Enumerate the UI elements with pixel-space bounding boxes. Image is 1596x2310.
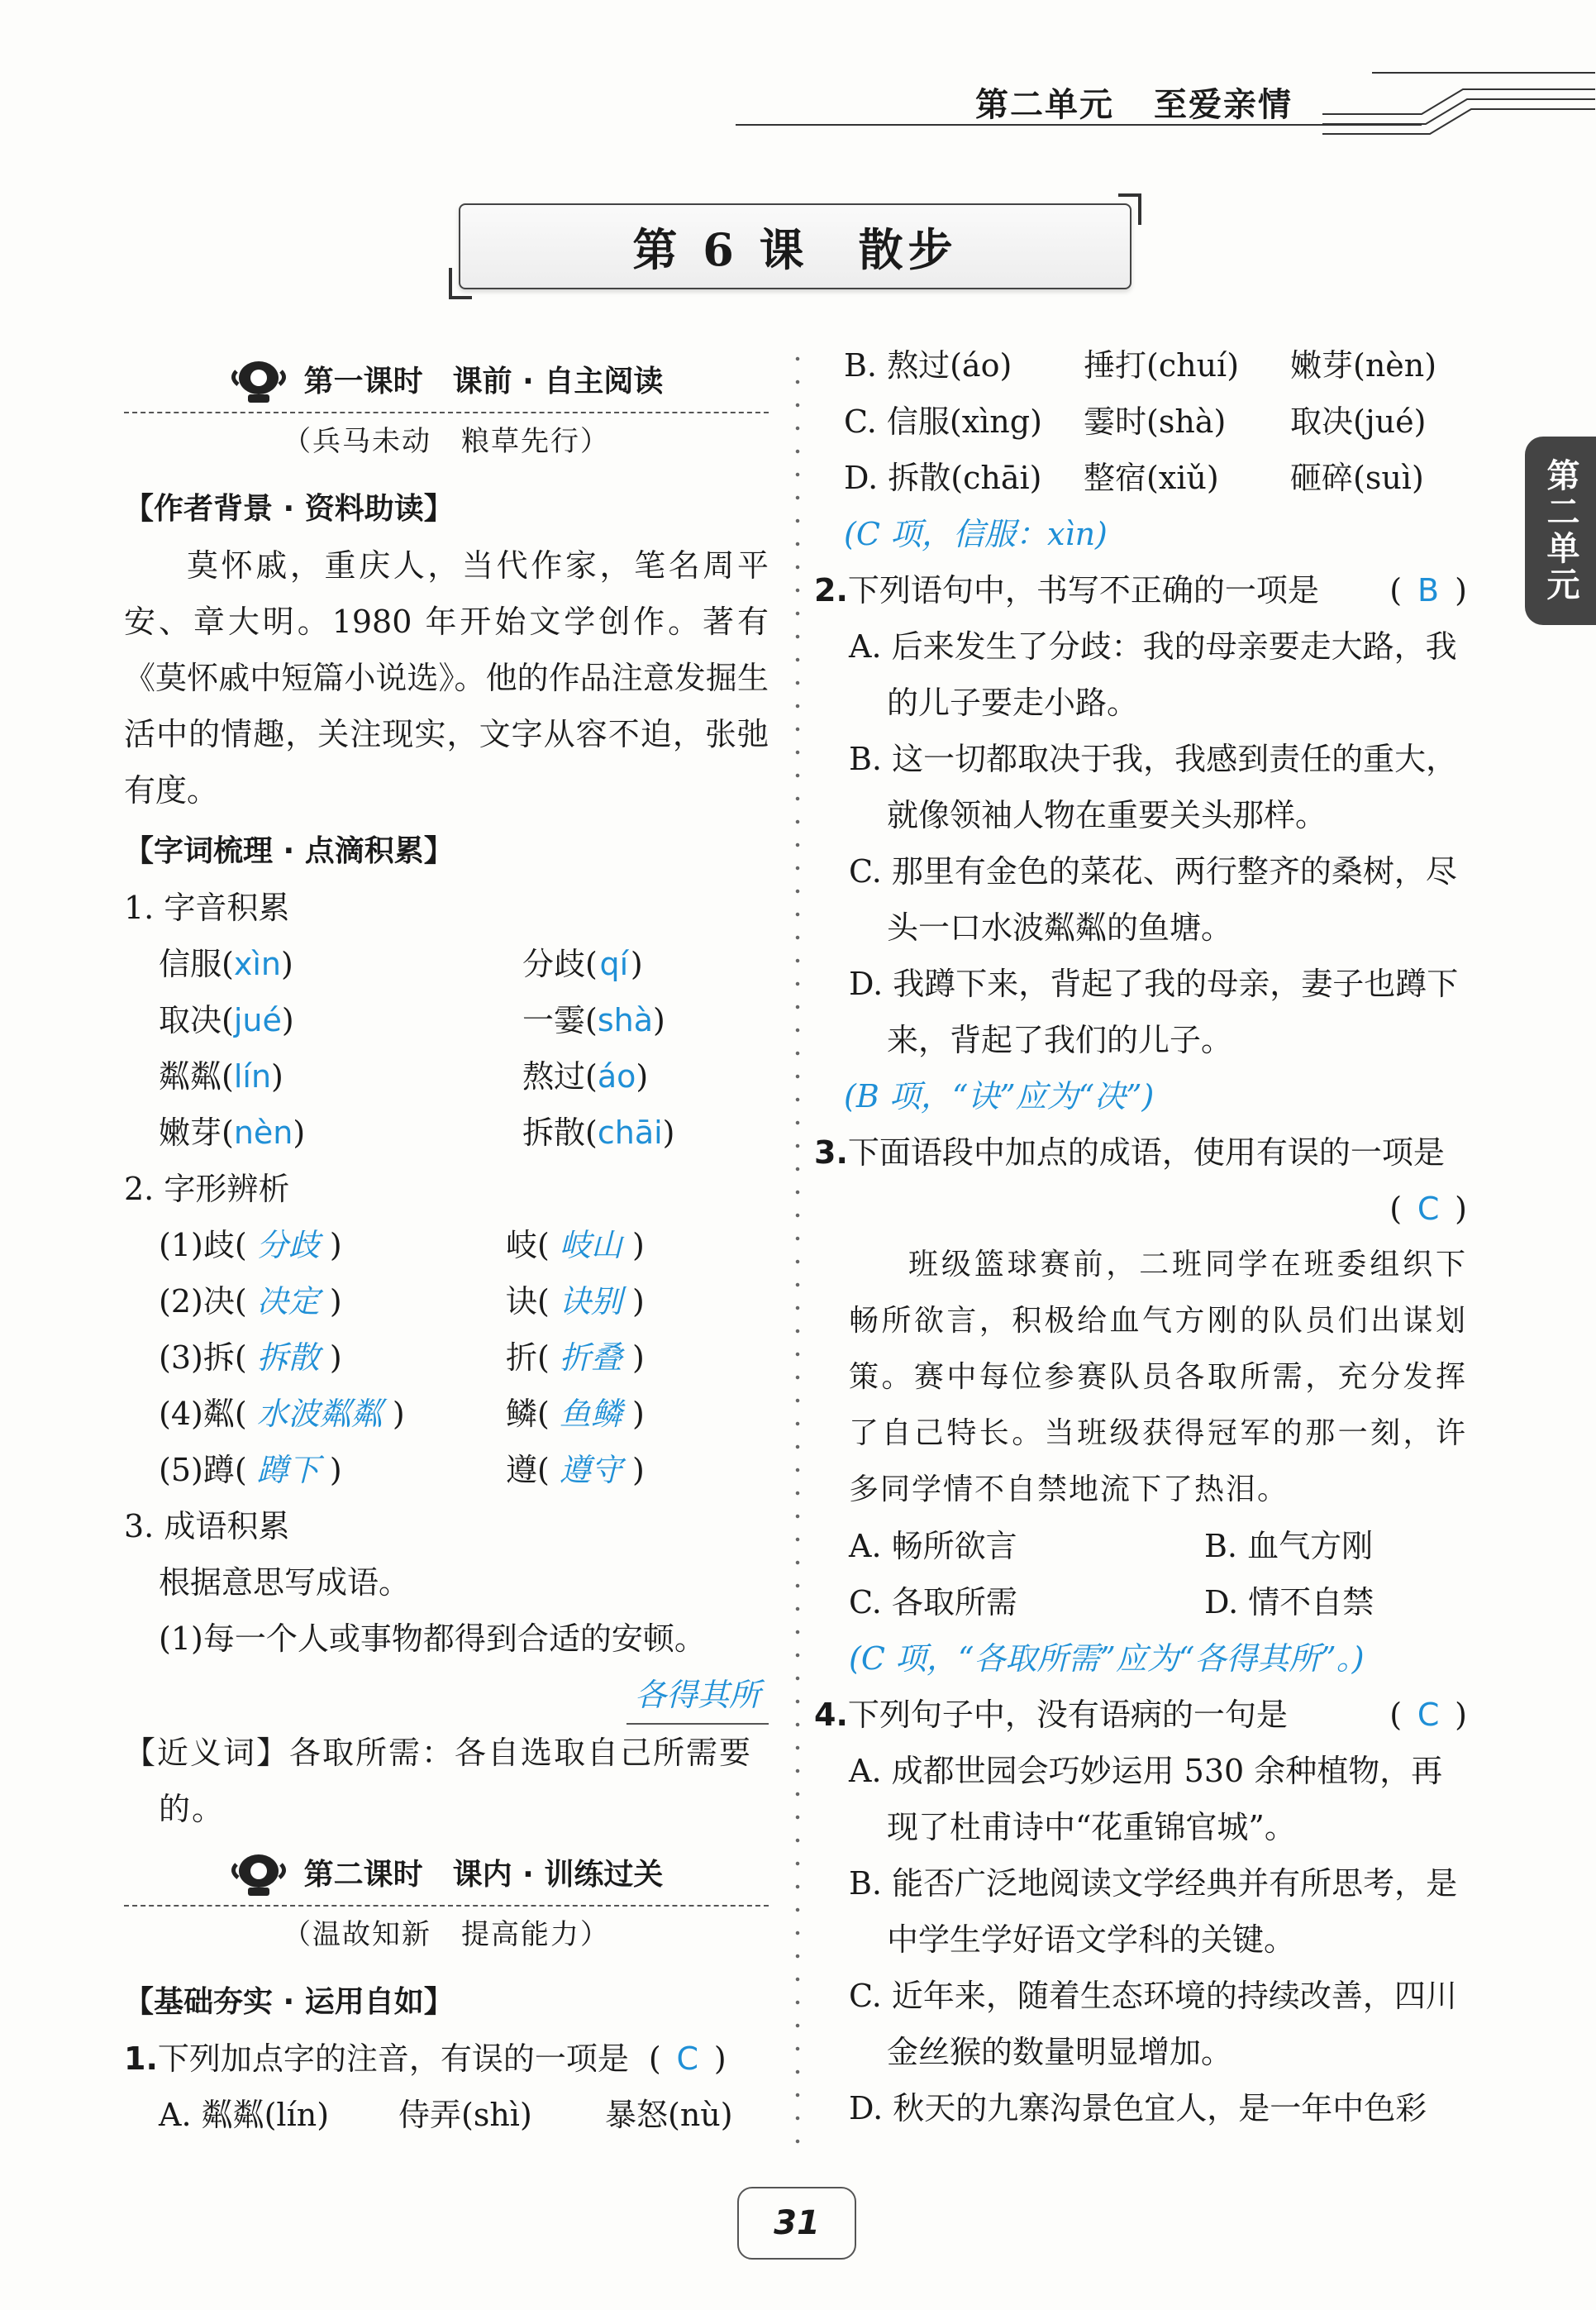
session-two-motto: （温故知新 提高能力） (283, 1918, 610, 1951)
corner-mark (449, 268, 472, 299)
pinyin-list (124, 936, 769, 1161)
trophy-icon (230, 1853, 288, 1897)
form-item: (3)拆( 拆散 ) (159, 1339, 342, 1376)
question-4-option-a: A. 成都世园会巧妙运用 530 余种植物，再现了杜甫诗中“花重锦官城”。 (849, 1753, 1443, 1845)
author-background-text: 莫怀戚，重庆人，当代作家，笔名周平安、章大明。1980 年开始文学创作。著有《莫怀戚中短篇小说选》。他的作品注意发掘生活中的情趣，关注现实，文字从容不迫，张弛有度。 (124, 547, 769, 809)
question-2-option-b: B. 这一切都取决于我，我感到责任的重大，就像领袖人物在重要关头那样。 (849, 741, 1458, 833)
header-decoration-lines (1322, 64, 1595, 139)
question-3-note: (C 项，“各取所需”应为“各得其所”。) (849, 1640, 1365, 1677)
unit-header (975, 79, 1293, 126)
question-1-option-c: C. 信服(xìng) 霎时(shà) 取决(jué) (844, 403, 1427, 440)
question-4: 4. 下列句子中，没有语病的一句是 ( C ) (814, 1687, 1467, 1743)
corner-mark (1118, 193, 1141, 225)
right-column (814, 337, 1467, 2136)
words-section-heading: 【字词梳理 · 点滴积累】 (124, 834, 454, 868)
form-item: 鳞( 鱼鳞 ) (506, 1396, 645, 1432)
column-divider (795, 347, 800, 2150)
form-item: 折( 折叠 ) (506, 1339, 645, 1376)
question-1-option-d: D. 拆散(chāi) 整宿(xiǔ) 砸碎(suì) (844, 460, 1424, 496)
idiom-heading: 3. 成语积累 (124, 1508, 290, 1544)
question-3-answer-line: ( C ) (814, 1181, 1467, 1237)
lesson-title-box (459, 203, 1131, 289)
unit-label: 第二单元 (975, 86, 1114, 124)
question-2-option-c: C. 那里有金色的菜花、两行整齐的桑树，尽头一口水波粼粼的鱼塘。 (849, 853, 1457, 946)
session-one-title: 第一课时 课前 · 自主阅读 (303, 365, 664, 399)
question-4-answer: C (1417, 1697, 1440, 1733)
form-item: 诀( 诀别 ) (506, 1283, 645, 1320)
forms-list (124, 1217, 769, 1498)
question-1-note: (C 项，信服：xìn) (844, 516, 1108, 552)
question-1-option-a: A. 粼粼(lín) 侍弄(shì) 暴怒(nù) (159, 2097, 733, 2133)
pinyin-item: 一霎(shà) (522, 1002, 665, 1038)
session-two-title: 第二课时 课内 · 训练过关 (303, 1858, 664, 1892)
question-3-options-row-1: A. 畅所欲言 B. 血气方刚 (849, 1528, 1374, 1564)
basic-section-heading: 【基础夯实 · 运用自如】 (124, 1985, 454, 2019)
question-4-option-b: B. 能否广泛地阅读文学经典并有所思考，是中学生学好语文学科的关键。 (849, 1865, 1458, 1958)
question-1: 1. 下列加点字的注音，有误的一项是 ( C ) (124, 2031, 769, 2087)
side-unit-tab: 第二单元 (1525, 437, 1596, 625)
forms-heading: 2. 字形辨析 (124, 1171, 290, 1207)
question-1-answer: C (676, 2040, 699, 2077)
question-4-option-d: D. 秋天的九寨沟景色宜人，是一年中色彩 (849, 2090, 1427, 2126)
pinyin-item: 嫩芽(nèn) (159, 1114, 306, 1151)
pinyin-item: 粼粼(lín) (159, 1058, 283, 1095)
pinyin-item: 信服(xìn) (159, 946, 293, 982)
idiom-answer: 各得其所 (626, 1667, 769, 1725)
pinyin-heading: 1. 字音积累 (124, 890, 290, 926)
form-item: (1)歧( 分歧 ) (159, 1227, 342, 1263)
form-item: (5)蹲( 蹲下 ) (159, 1452, 342, 1488)
question-4-option-c: C. 近年来，随着生态环境的持续改善，四川金丝猴的数量明显增加。 (849, 1978, 1457, 2070)
form-item: (4)粼( 水波粼粼 ) (159, 1396, 405, 1432)
form-item: 岐( 岐山 ) (506, 1227, 645, 1263)
author-section-heading: 【作者背景 · 资料助读】 (124, 492, 454, 526)
synonym-note: 【近义词】各取所需：各自选取自己所需要的。 (124, 1735, 753, 1827)
session-one-motto: （兵马未动 粮草先行） (283, 425, 610, 458)
question-3-passage: 班级篮球赛前，二班同学在班委组织下畅所欲言，积极给血气方刚的队员们出谋划策。赛中每位参赛队员各取所需，充分发挥了自己特长。当班级获得冠军的那一刻，许多同学情不自禁地流下了热泪。 (849, 1248, 1467, 1506)
session-two-heading (124, 1849, 769, 1902)
trophy-icon (230, 360, 288, 404)
question-3-options-row-2: C. 各取所需 D. 情不自禁 (849, 1584, 1374, 1620)
question-2-answer: B (1417, 572, 1440, 609)
header-rule (736, 124, 1422, 126)
form-item: 遵( 遵守 ) (506, 1452, 645, 1488)
question-1-option-b: B. 熬过(áo) 捶打(chuí) 嫩芽(nèn) (844, 347, 1437, 384)
pinyin-item: 分歧(qí) (522, 946, 643, 982)
question-2: 2. 下列语句中，书写不正确的一项是 ( B ) (814, 562, 1467, 618)
idiom-instruction: 根据意思写成语。 (159, 1564, 411, 1601)
form-item: (2)决( 决定 ) (159, 1283, 342, 1320)
unit-theme: 至爱亲情 (1154, 86, 1293, 124)
question-2-option-a: A. 后来发生了分歧：我的母亲要走大路，我的儿子要走小路。 (849, 628, 1457, 721)
pinyin-item: 熬过(áo) (522, 1058, 649, 1095)
question-2-option-d: D. 我蹲下来，背起了我的母亲，妻子也蹲下来，背起了我们的儿子。 (849, 966, 1459, 1058)
left-column (124, 356, 769, 2143)
idiom-answer-line (124, 1667, 769, 1725)
question-2-note: (B 项，“诀”应为“决”) (844, 1078, 1155, 1114)
pinyin-item: 拆散(chāi) (522, 1114, 675, 1151)
pinyin-item: 取决(jué) (159, 1002, 294, 1038)
session-one-heading (124, 356, 769, 408)
question-3: 3. 下面语段中加点的成语，使用有误的一项是 (814, 1134, 1445, 1171)
idiom-question: (1)每一个人或事物都得到合适的安顿。 (159, 1620, 706, 1657)
page-number: 31 (737, 2187, 856, 2260)
question-3-answer: C (1417, 1191, 1440, 1227)
lesson-title: 第 6 课 散步 (632, 222, 958, 276)
